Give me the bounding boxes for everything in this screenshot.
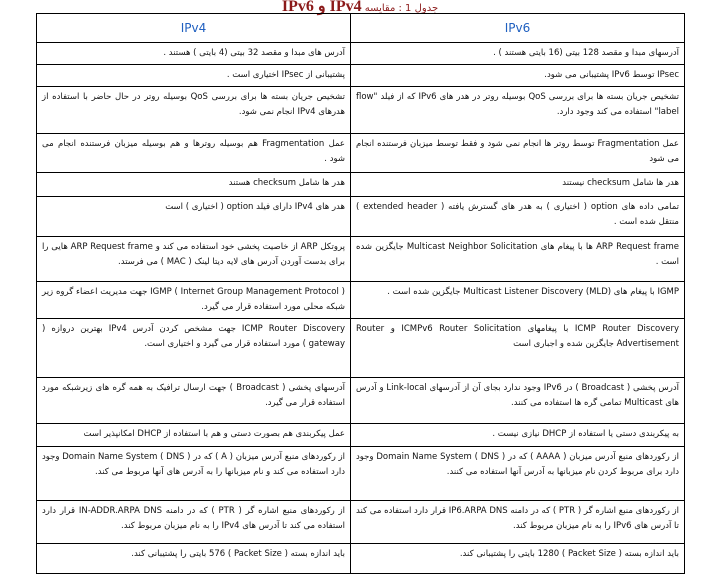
cell-ipv4: از رکوردهای منبع آدرس میزبان ( A ) که در Domain Name System ( DNS ) وجود دارد استفاده می کند و نام میزبانها را به آدرس های آنها مربوط می کند. — [37, 447, 351, 501]
cell-ipv6: عمل Fragmentation توسط روتر ها انجام نمی شود و فقط توسط میزبان فرستنده انجام می شود — [351, 134, 685, 173]
table-row — [37, 134, 685, 173]
caption-term: IPv4 و IPv6 — [281, 0, 362, 15]
cell-ipv4: آدرسهای پخشی ( Broadcast ) جهت ارسال ترافیک به همه گره های زیرشبکه مورد استفاده قرار می گیرد. — [37, 378, 351, 424]
cell-ipv6: تشخیص جریان بسته ها برای بررسی QoS بوسیله روتر در هدر های IPv6 که از فیلد "flow label" استفاده می کند وجود دارد. — [351, 87, 685, 134]
table-row — [37, 282, 685, 319]
header-row — [37, 14, 685, 43]
cell-ipv6: باید اندازه بسته ( Packet Size ) 1280 بایتی را پشتیبانی کند. — [351, 544, 685, 574]
table-row — [37, 544, 685, 574]
caption-text: جدول 1 : مقایسه — [364, 3, 439, 14]
cell-ipv6: تمامی داده های option ( اختیاری ) به هدر های گسترش یافته ( extended header ) منتقل شده است . — [351, 197, 685, 237]
header-ipv6: IPv6 — [351, 14, 685, 43]
cell-ipv6: ICMP Router Discovery با پیغامهای ICMPv6 Router Solicitation و Router Advertisement جایگزین شده و اجباری است — [351, 319, 685, 378]
table-row — [37, 319, 685, 378]
cell-ipv4: تشخیص جریان بسته ها برای بررسی QoS بوسیله روتر در حال حاضر با استفاده از هدرهای IPv4 انجام نمی شود. — [37, 87, 351, 134]
table-row — [37, 378, 685, 424]
comparison-table — [36, 13, 685, 574]
header-ipv4: IPv4 — [37, 14, 351, 43]
cell-ipv4: پشتیبانی از IPsec اختیاری است . — [37, 65, 351, 87]
cell-ipv4: آدرس های مبدا و مقصد 32 بیتی (4 بایتی ) هستند . — [37, 43, 351, 65]
table-row — [37, 501, 685, 544]
table-row — [37, 424, 685, 447]
cell-ipv6: آدرس پخشی ( Broadcast ) در IPv6 وجود ندارد بجای آن از آدرسهای Link-local و آدرس های Multicast تمامی گره ها استفاده می کنند. — [351, 378, 685, 424]
cell-ipv4: باید اندازه بسته ( Packet Size ) 576 بایتی را پشتیبانی کند. — [37, 544, 351, 574]
cell-ipv6: از رکوردهای منبع اشاره گر ( PTR ) که در دامنه IP6.ARPA DNS قرار دارد استفاده می کند تا آدرس های IPv6 را به نام میزبان مربوط کند. — [351, 501, 685, 544]
cell-ipv4: از رکوردهای منبع اشاره گر ( PTR ) که در دامنه IN-ADDR.ARPA DNS قرار دارد استفاده می کند تا آدرس های IPv4 را به نام میزبان مربوط کند. — [37, 501, 351, 544]
cell-ipv6: از رکوردهای منبع آدرس میزبان ( AAAA ) که در Domain Name System ( DNS ) وجود دارد برای مربوط کردن نام میزبانها به آدرس آنها استفاده می کنند. — [351, 447, 685, 501]
cell-ipv4: IGMP ( Internet Group Management Protocol ) جهت مدیریت اعضاء گروه زیر شبکه محلی مورد استفاده قرار می گیرد. — [37, 282, 351, 319]
cell-ipv6: آدرسهای مبدا و مقصد 128 بیتی (16 بایتی هستند ) . — [351, 43, 685, 65]
cell-ipv4: هدر ها شامل checksum هستند — [37, 173, 351, 197]
cell-ipv4: عمل پیکربندی هم بصورت دستی و هم با استفاده از DHCP امکانپذیر است — [37, 424, 351, 447]
table-row — [37, 237, 685, 282]
table-row — [37, 65, 685, 87]
table-row — [37, 173, 685, 197]
cell-ipv4: پروتکل ARP از خاصیت پخشی خود استفاده می کند و ARP Request frame هایی را برای بدست آوردن آدرس های لایه دیتا لینک ( MAC ) می فرستد. — [37, 237, 351, 282]
cell-ipv6: به پیکربندی دستی یا استفاده از DHCP نیازی نیست . — [351, 424, 685, 447]
cell-ipv6: هدر ها شامل checksum نیستند — [351, 173, 685, 197]
cell-ipv6: IPsec توسط IPv6 پشتیبانی می شود. — [351, 65, 685, 87]
cell-ipv4: ICMP Router Discovery جهت مشخص کردن آدرس IPv4 بهترین دروازه ( gateway ) مورد استفاده قرار می گیرد و اختیاری است. — [37, 319, 351, 378]
table-row — [37, 197, 685, 237]
cell-ipv4: عمل Fragmentation هم بوسیله روترها و هم بوسیله میزبان فرستنده انجام می شود . — [37, 134, 351, 173]
cell-ipv4: هدر های IPv4 دارای فیلد option ( اختیاری ) است — [37, 197, 351, 237]
cell-ipv6: IGMP با پیغام های Multicast Listener Discovery (MLD) جایگزین شده است . — [351, 282, 685, 319]
table-row — [37, 43, 685, 65]
table-row — [37, 87, 685, 134]
cell-ipv6: ARP Request frame ها با پیغام های Multicast Neighbor Solicitation جایگزین شده است . — [351, 237, 685, 282]
table-row — [37, 447, 685, 501]
